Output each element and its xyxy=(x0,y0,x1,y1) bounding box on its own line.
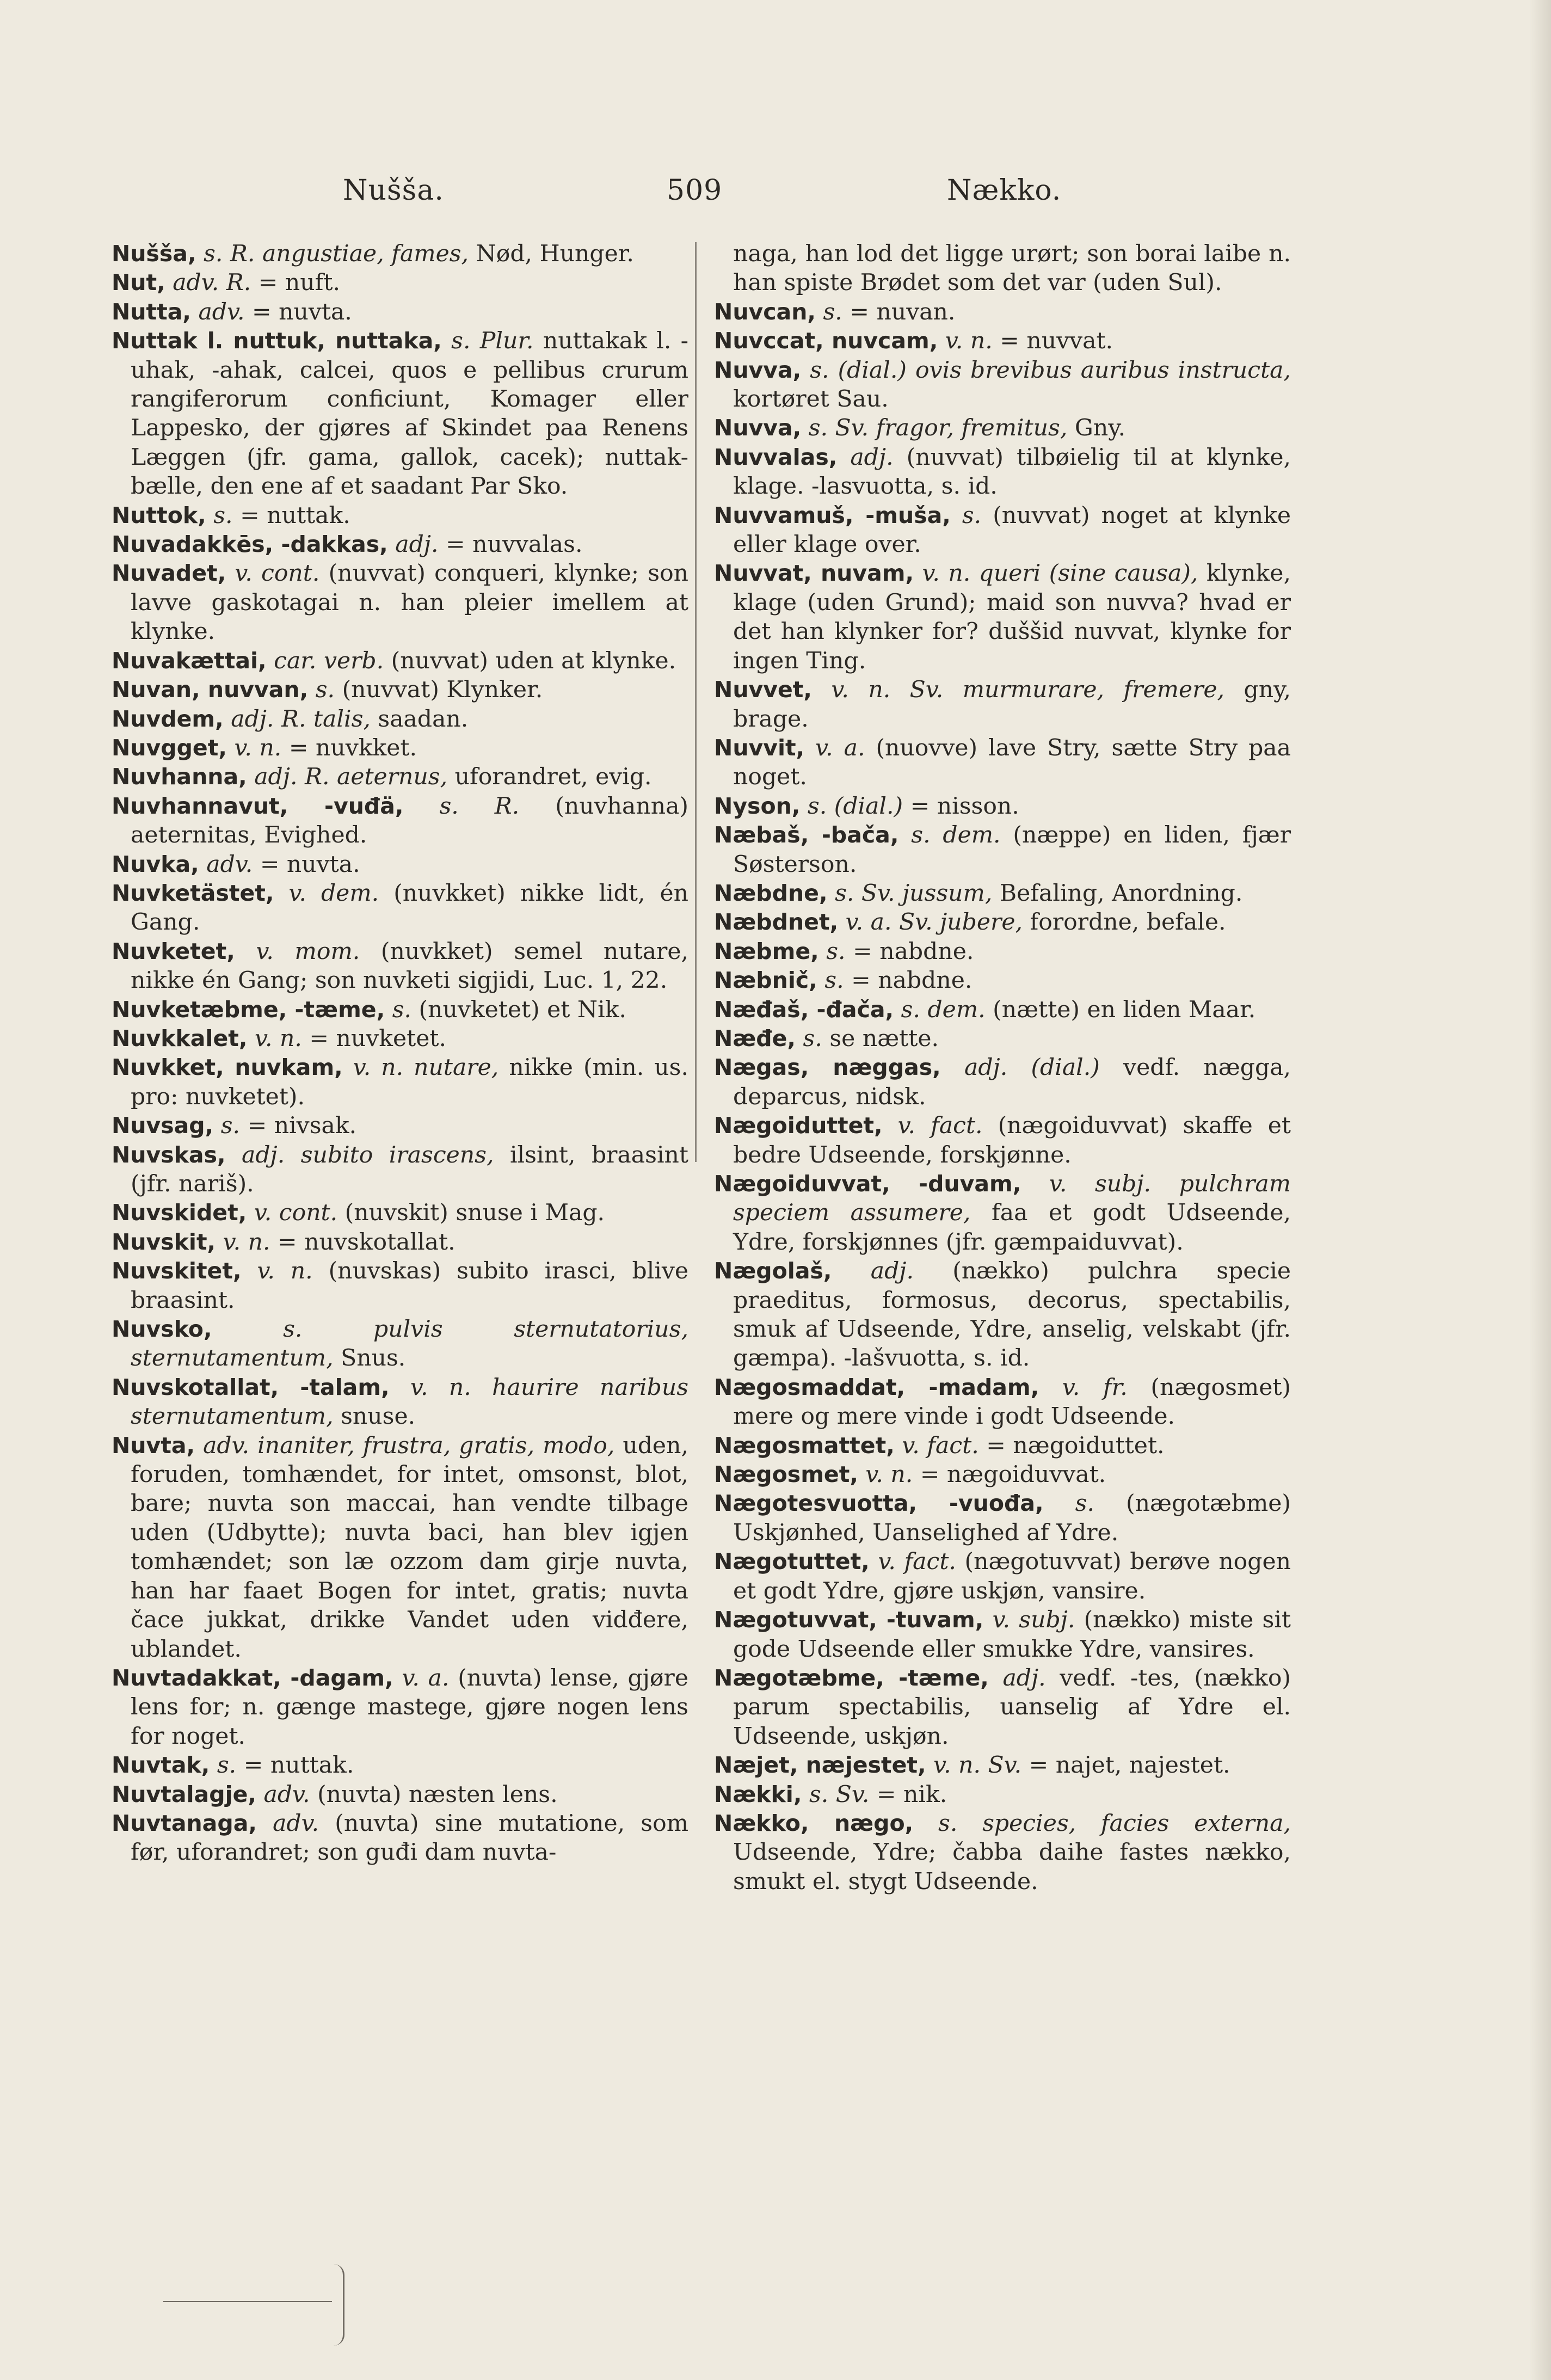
entry-definition: (nuovve) lave Stry, sætte Stry paa noget. xyxy=(733,734,1291,791)
entry-definition: nikke (min. us. pro: nuvketet). xyxy=(131,1054,688,1110)
entry-definition: = nuft. xyxy=(258,269,340,297)
entry-headword: Nægotæbme, -tæme, xyxy=(714,1664,989,1691)
entry-latin-gloss: haurire naribus sternutamentum, xyxy=(131,1374,688,1430)
dictionary-entry xyxy=(112,1373,688,1431)
entry-latin-gloss: queri (sine causa), xyxy=(978,560,1198,587)
dictionary-entry xyxy=(112,762,688,791)
entry-headword: Nuvvet, xyxy=(714,677,812,703)
entry-definition: (nuvvat) Klynker. xyxy=(342,677,543,704)
entry-latin-gloss: aeternus, xyxy=(336,764,448,791)
entry-definition: forordne, befale. xyxy=(1030,909,1226,936)
entry-headword: Nægotesvuotta, -vuođa, xyxy=(714,1490,1044,1517)
entry-latin-gloss: ovis brevibus auribus instructa, xyxy=(915,356,1291,384)
dictionary-entry xyxy=(112,1228,688,1257)
entry-definition: = nabdne. xyxy=(851,967,973,994)
entry-grammar: s. (dial.) xyxy=(810,356,907,384)
entry-headword: Nuvketet, xyxy=(112,938,235,964)
entry-headword: Nækko, nægo, xyxy=(714,1810,914,1836)
entry-grammar: s. xyxy=(962,502,982,529)
entry-grammar: v. n. xyxy=(945,328,993,355)
entry-latin-gloss: nutare, xyxy=(414,1054,499,1081)
entry-grammar: s. xyxy=(392,996,412,1023)
entry-grammar: s. xyxy=(1075,1490,1094,1517)
entry-grammar: v. cont. xyxy=(235,560,320,587)
entry-headword: Nušša, xyxy=(112,241,196,267)
entry-definition: se nætte. xyxy=(829,1025,939,1052)
entry-headword: Nægosmet, xyxy=(714,1461,858,1488)
entry-grammar: v. mom. xyxy=(256,938,360,965)
dictionary-entry xyxy=(112,1751,688,1780)
entry-definition: vedf. -tes, (nækko) parum spectabilis, uanselig af Ydre el. Udseende, uskjøn. xyxy=(733,1664,1291,1750)
entry-headword: Nuvtalagje, xyxy=(112,1781,256,1807)
entry-grammar: adv. xyxy=(263,1781,310,1808)
entry-headword: Nuvkkalet, xyxy=(112,1025,248,1051)
entry-definition: (nægotæbme) Uskjønhed, Uanselighed af Ydre. xyxy=(733,1490,1291,1546)
dictionary-entry xyxy=(112,879,688,937)
entry-latin-gloss: fragor, fremitus, xyxy=(876,415,1068,442)
entry-headword: Nut, xyxy=(112,269,165,296)
entry-definition: (nækko) pulchra specie praeditus, formosus, decorus, spectabilis, smuk af Udseende, Ydre, anselig, velskabt (jfr. gæmpa). -lašvuotta, s. id. xyxy=(733,1258,1291,1372)
dictionary-entry xyxy=(714,1431,1291,1460)
entry-headword: Nuvta, xyxy=(112,1432,195,1459)
dictionary-entry xyxy=(112,1111,688,1140)
entry-headword: Nuvhanna, xyxy=(112,764,247,790)
entry-grammar: v. n. xyxy=(410,1374,471,1401)
dictionary-entry xyxy=(112,268,688,297)
entry-headword: Nuvva, xyxy=(714,415,802,441)
entry-definition: (nuvta) næsten lens. xyxy=(317,1781,558,1808)
dictionary-entry xyxy=(112,937,688,995)
dictionary-entry xyxy=(714,1024,1291,1053)
entry-grammar: car. verb. xyxy=(274,647,384,674)
entry-headword: Nuvtadakkat, -dagam, xyxy=(112,1664,393,1691)
dictionary-entry xyxy=(112,995,688,1024)
entry-latin-gloss: murmurare, fremere, xyxy=(962,677,1225,704)
entry-grammar: adj. xyxy=(850,444,894,471)
dictionary-entry xyxy=(714,1111,1291,1170)
entry-definition: (nuvvat) uden at klynke. xyxy=(391,647,676,674)
entry-grammar: s. Sv. xyxy=(835,880,895,907)
entry-headword: Næjet, næjestet, xyxy=(714,1752,926,1779)
entry-headword: Næđe, xyxy=(714,1025,796,1051)
entry-grammar: s. xyxy=(826,938,846,965)
dictionary-entry xyxy=(112,850,688,879)
entry-definition: = nuvta. xyxy=(252,298,352,325)
entry-grammar: s. xyxy=(217,1752,237,1779)
entry-definition: (nuvskit) snuse i Mag. xyxy=(344,1200,605,1227)
entry-definition: Udseende, Ydre; čabba daihe fastes nækko, smukt el. stygt Udseende. xyxy=(733,1839,1291,1895)
entry-definition: = nuvta. xyxy=(260,851,360,878)
entry-headword: Nuvadakkēs, -dakkas, xyxy=(112,531,388,558)
dictionary-entry xyxy=(714,1809,1291,1896)
entry-definition: = nik. xyxy=(876,1781,947,1808)
dictionary-entry xyxy=(714,1780,1291,1809)
dictionary-entry xyxy=(714,1664,1291,1751)
dictionary-entry xyxy=(714,1606,1291,1664)
entry-grammar: adv. xyxy=(203,1432,250,1459)
entry-headword: Nyson, xyxy=(714,792,801,819)
entry-grammar: v. dem. xyxy=(288,880,379,907)
entry-grammar: v. n. xyxy=(353,1054,404,1081)
entry-grammar: adj. R. xyxy=(254,764,330,791)
dictionary-entry xyxy=(714,327,1291,355)
dictionary-entry xyxy=(714,675,1291,734)
entry-grammar: v. n. xyxy=(257,1258,313,1285)
entry-latin-gloss: inaniter, frustra, gratis, modo, xyxy=(257,1432,615,1459)
entry-grammar: s. xyxy=(938,1810,958,1837)
entry-latin-gloss: species, facies externa, xyxy=(982,1810,1291,1837)
entry-definition: = nabdne. xyxy=(853,938,974,965)
entry-latin-gloss: talis, xyxy=(313,705,371,733)
dictionary-entry xyxy=(112,1257,688,1315)
dictionary-entry xyxy=(112,1053,688,1111)
entry-headword: Næbdne, xyxy=(714,880,828,906)
dictionary-entry xyxy=(112,675,688,704)
dictionary-entry xyxy=(112,647,688,675)
right-column xyxy=(714,239,1291,1896)
entry-definition: (nuvketet) et Nik. xyxy=(418,996,626,1023)
entry-grammar: adv. xyxy=(206,851,253,878)
page-number: 509 xyxy=(667,174,723,207)
entry-definition: (nuvta) sine mutatione, som før, uforandret; son guđi dam nuvta- xyxy=(131,1810,688,1866)
dictionary-entry xyxy=(112,1809,688,1867)
dictionary-entry xyxy=(714,908,1291,937)
dictionary-entry xyxy=(714,1373,1291,1431)
entry-grammar: v. n. Sv. xyxy=(831,677,944,704)
entry-definition: = nuvskotallat. xyxy=(278,1228,456,1256)
entry-headword: Nutta, xyxy=(112,298,191,325)
entry-headword: Nuttak l. nuttuk, nuttaka, xyxy=(112,328,442,354)
dictionary-entry xyxy=(714,937,1291,966)
entry-grammar: v. a. xyxy=(815,734,865,761)
entry-definition: (nuvhanna) aeternitas, Evighed. xyxy=(131,792,688,849)
entry-definition: uden, foruden, tomhændet, for intet, omsonst, blot, bare; nuvta son maccai, han vendte tilbage uden (Udbytte); nuvta baci, han blev igjen tomhændet; son læ ozzom dam girje nuvta, han har faaet Bogen for intet, gratis; nuvta čace jukkat, drikke Vandet uden vidđere, ublandet. xyxy=(131,1432,688,1663)
entry-headword: Nuvvamuš, -muša, xyxy=(714,502,951,528)
dictionary-entry xyxy=(714,501,1291,559)
dictionary-entry xyxy=(112,1431,688,1664)
entry-headword: Nuvadet, xyxy=(112,560,226,587)
entry-definition: snuse. xyxy=(341,1403,416,1430)
entry-definition: Befaling, Anordning. xyxy=(999,880,1243,907)
entry-headword: Nuvtanaga, xyxy=(112,1810,257,1836)
dictionary-entry xyxy=(714,1257,1291,1373)
entry-grammar: v. fact. xyxy=(902,1432,979,1459)
entry-definition: = nuvkket. xyxy=(288,734,417,761)
entry-grammar: s. xyxy=(824,967,844,994)
entry-headword: Nuvva, xyxy=(714,356,802,383)
entry-headword: Nuvskas, xyxy=(112,1141,226,1168)
entry-grammar: s. R. xyxy=(439,792,520,820)
dictionary-entry xyxy=(714,821,1291,879)
entry-definition: (nætte) en liden Maar. xyxy=(993,996,1256,1023)
entry-grammar: s. xyxy=(823,298,842,325)
dictionary-entry xyxy=(714,443,1291,501)
entry-definition: = nuvvat. xyxy=(1000,328,1113,355)
dictionary-entry xyxy=(714,559,1291,675)
dictionary-entry xyxy=(112,298,688,327)
dictionary-entry xyxy=(714,1751,1291,1780)
entry-headword: Nægoiduvvat, -duvam, xyxy=(714,1171,1021,1197)
entry-headword: Nuvvit, xyxy=(714,734,805,761)
entry-definition: (nuvkket) semel nutare, nikke én Gang; son nuvketi sigjidi, Luc. 1, 22. xyxy=(131,938,689,994)
dictionary-entry xyxy=(714,1489,1291,1547)
entry-grammar: v. subj. xyxy=(1049,1171,1152,1197)
entry-headword: Nægosmaddat, -madam, xyxy=(714,1374,1039,1400)
entry-definition: = nægoiduvvat. xyxy=(920,1461,1106,1489)
entry-definition: = nuttak. xyxy=(243,1752,354,1779)
dictionary-entry xyxy=(112,705,688,734)
entry-latin-gloss: angustiae, fames, xyxy=(262,241,469,267)
running-header xyxy=(98,174,1426,218)
entry-definition: klynke, klage (uden Grund); maid son nuvva? hvad er det han klynker for? duššid nuvvat, klynke for ingen Ting. xyxy=(733,560,1291,674)
dictionary-entry xyxy=(112,559,688,646)
entry-definition: = nægoiduttet. xyxy=(986,1432,1165,1459)
dictionary-entry xyxy=(714,966,1291,995)
entry-headword: Nuvtak, xyxy=(112,1752,210,1779)
entry-headword: Nægosmattet, xyxy=(714,1432,895,1459)
binding-bracket-mark xyxy=(327,2264,344,2346)
entry-grammar: adv. xyxy=(198,298,245,325)
entry-definition: (nuvvat) noget at klynke eller klage over. xyxy=(733,502,1291,558)
entry-latin-gloss: pulchram speciem assumere, xyxy=(733,1171,1291,1227)
dictionary-entry xyxy=(112,1198,688,1227)
entry-grammar: s. xyxy=(213,502,233,529)
entry-definition: = nuvan. xyxy=(850,298,956,325)
entry-headword: Nuvka, xyxy=(112,851,199,877)
entry-headword: Nuvvat, nuvam, xyxy=(714,560,914,587)
column-divider xyxy=(695,242,697,1162)
entry-grammar: v. fact. xyxy=(897,1112,983,1140)
entry-definition: saadan. xyxy=(378,705,469,733)
dictionary-entry xyxy=(112,1664,688,1751)
entry-grammar: v. n. xyxy=(865,1461,913,1489)
entry-grammar: adv. R. xyxy=(173,269,251,297)
entry-definition: faa et godt Udseende, Ydre, forskjønnes (jfr. gæmpaiduvvat). xyxy=(733,1200,1291,1256)
entry-definition: (nægotuvvat) berøve nogen et godt Ydre, gjøre uskjøn, vansire. xyxy=(733,1548,1291,1604)
entry-headword: Nuvsag, xyxy=(112,1112,214,1139)
entry-headword: Nuvan, nuvvan, xyxy=(112,677,309,703)
entry-headword: Næbaš, -bača, xyxy=(714,822,899,848)
entry-definition: (nuvvat) conqueri, klynke; son lavve gaskotagai n. han pleier imellem at klynke. xyxy=(131,560,689,645)
entry-grammar: v. cont. xyxy=(254,1200,338,1227)
entry-headword: Nuvsko, xyxy=(112,1316,212,1343)
entry-definition: (nækko) miste sit gode Udseende eller smukke Ydre, vansires. xyxy=(733,1607,1291,1663)
dictionary-entry xyxy=(112,1315,688,1373)
entry-grammar: v. a. Sv. xyxy=(845,909,933,936)
entry-grammar: s. Sv. xyxy=(808,415,869,442)
entry-headword: Nuvskotallat, -talam, xyxy=(112,1374,390,1400)
entry-grammar: v. n. Sv. xyxy=(933,1752,1022,1779)
dictionary-entry xyxy=(112,1780,688,1809)
dictionary-entry xyxy=(714,879,1291,908)
entry-definition: = nuvvalas. xyxy=(445,531,583,558)
page-edge-shadow xyxy=(1529,0,1551,2380)
entry-grammar: v. n. xyxy=(922,560,971,587)
entry-headword: Næđaš, -đača, xyxy=(714,996,894,1023)
entry-definition: = nuttak. xyxy=(240,502,350,529)
entry-grammar: adj. R. xyxy=(231,705,306,733)
entry-grammar: s. dem. xyxy=(901,996,986,1023)
entry-headword: Nægolaš, xyxy=(714,1258,832,1284)
entry-definition: (nægosmet) mere og mere vinde i godt Udseende. xyxy=(733,1374,1291,1430)
entry-grammar: adv. xyxy=(273,1810,319,1837)
dictionary-entry xyxy=(112,792,688,850)
entry-grammar: s. (dial.) xyxy=(807,792,903,820)
entry-headword: Næbnič, xyxy=(714,967,817,994)
entry-grammar: s. xyxy=(315,677,335,704)
entry-headword: Nægoiduttet, xyxy=(714,1112,883,1139)
dictionary-entry xyxy=(112,501,688,530)
entry-definition: = nuvketet. xyxy=(309,1025,446,1052)
entry-definition: Snus. xyxy=(341,1345,406,1372)
dictionary-entry xyxy=(714,239,1291,298)
entry-latin-gloss: subito irascens, xyxy=(300,1141,494,1169)
entry-headword: Nækki, xyxy=(714,1781,802,1807)
dictionary-entry xyxy=(112,734,688,762)
entry-grammar: v. n. xyxy=(254,1025,302,1052)
dictionary-entry xyxy=(714,1053,1291,1111)
entry-headword: Nuvketæbme, -tæme, xyxy=(112,996,385,1023)
dictionary-entry xyxy=(714,414,1291,442)
entry-headword: Nuvketästet, xyxy=(112,880,274,906)
entry-headword: Nuvcan, xyxy=(714,298,816,325)
entry-definition: (nægoiduvvat) skaffe et bedre Udseende, forskjønne. xyxy=(733,1112,1291,1169)
entry-definition: (nuvkket) nikke lidt, én Gang. xyxy=(131,880,689,936)
entry-headword: Nuvccat, nuvcam, xyxy=(714,328,938,354)
entry-grammar: adj. (dial.) xyxy=(964,1054,1100,1081)
dictionary-entry xyxy=(112,530,688,559)
entry-grammar: adj. xyxy=(242,1141,285,1169)
entry-definition: (næppe) en liden, fjær Søsterson. xyxy=(733,822,1291,878)
entry-grammar: s. xyxy=(220,1112,241,1140)
entry-grammar: v. fr. xyxy=(1062,1374,1128,1401)
dictionary-entry xyxy=(714,1460,1291,1489)
entry-headword: Nuvhannavut, -vuđä, xyxy=(112,792,404,819)
entry-definition: vedf. nægga, deparcus, nidsk. xyxy=(733,1054,1291,1110)
entry-headword: Nuvakættai, xyxy=(112,647,267,674)
entry-definition: (nuvta) lense, gjøre lens for; n. gænge mastege, gjøre nogen lens for noget. xyxy=(131,1664,688,1750)
entry-grammar: adj. xyxy=(1002,1664,1046,1692)
dictionary-entry xyxy=(714,734,1291,792)
entry-grammar: s. xyxy=(283,1316,303,1343)
entry-definition: (nuvvat) tilbøielig til at klynke, klage. -lasvuotta, s. id. xyxy=(733,444,1291,500)
entry-grammar: adj. xyxy=(395,531,439,558)
entry-definition: = nisson. xyxy=(910,792,1019,820)
left-column xyxy=(112,239,688,1867)
entry-grammar: v. a. xyxy=(402,1664,450,1692)
entry-definition: = najet, najestet. xyxy=(1029,1752,1230,1779)
entry-definition: Nød, Hunger. xyxy=(476,241,634,267)
entry-definition: uforandret, evig. xyxy=(454,764,652,791)
dictionary-entry xyxy=(714,356,1291,414)
entry-headword: Nuvskit, xyxy=(112,1228,216,1255)
entry-grammar: s. Sv. xyxy=(809,1781,870,1808)
entry-latin-gloss: pulvis sternutatorius, sternutamentum, xyxy=(131,1316,688,1372)
entry-definition: kortøret Sau. xyxy=(733,386,889,413)
dictionary-entry xyxy=(714,1170,1291,1257)
dictionary-entry xyxy=(112,1141,688,1199)
entry-headword: Nuvkket, nuvkam, xyxy=(112,1054,343,1081)
entry-grammar: v. fact. xyxy=(878,1548,956,1576)
dictionary-entry xyxy=(112,1024,688,1053)
entry-grammar: v. n. xyxy=(223,1228,270,1256)
header-left-word: Nušša. xyxy=(343,174,444,207)
entry-headword: Nuttok, xyxy=(112,502,206,528)
header-right-word: Nækko. xyxy=(947,174,1062,207)
entry-definition: ilsint, braasint (jfr. nariš). xyxy=(131,1141,689,1197)
entry-headword: Nægotuvvat, -tuvam, xyxy=(714,1607,984,1633)
entry-headword: Nuvgget, xyxy=(112,734,227,761)
entry-headword: Næbdnet, xyxy=(714,909,839,936)
dictionary-entry xyxy=(714,995,1291,1024)
entry-headword: Nuvskitet, xyxy=(112,1258,242,1284)
entry-headword: Nuvvalas, xyxy=(714,444,838,470)
dictionary-entry xyxy=(714,298,1291,327)
entry-grammar: v. subj. xyxy=(992,1607,1075,1634)
entry-headword: Nægotuttet, xyxy=(714,1548,870,1575)
entry-definition: nuttakak l. -uhak, -ahak, calcei, quos e pellibus crurum rangiferorum conficiunt, Komager eller Lappesko, der gjøres af Skindet paa Renens Læggen (jfr. gama, gallok, cacek); nuttak-bælle, den ene af et saadant Par Sko. xyxy=(131,328,688,500)
entry-grammar: s. dem. xyxy=(911,822,1001,849)
entry-definition: Gny. xyxy=(1074,415,1126,442)
entry-grammar: s. xyxy=(803,1025,822,1052)
entry-headword: Nuvdem, xyxy=(112,705,224,732)
entry-grammar: v. n. xyxy=(234,734,282,761)
dictionary-entry xyxy=(112,239,688,268)
entry-latin-gloss: jussum, xyxy=(902,880,993,907)
binding-bracket-line xyxy=(163,2301,332,2302)
entry-latin-gloss: jubere, xyxy=(940,909,1023,936)
entry-definition: (nuvskas) subito irasci, blive braasint. xyxy=(131,1258,689,1314)
entry-headword: Nuvskidet, xyxy=(112,1200,247,1226)
entry-headword: Nægas, næggas, xyxy=(714,1054,941,1081)
dictionary-entry xyxy=(714,792,1291,821)
entry-definition: gny, brage. xyxy=(733,677,1291,733)
entry-headword: Næbme, xyxy=(714,938,819,964)
entry-grammar: s. Plur. xyxy=(451,328,534,355)
dictionary-entry xyxy=(112,327,688,501)
entry-grammar: s. R. xyxy=(204,241,255,267)
entry-definition: = nivsak. xyxy=(247,1112,357,1140)
dictionary-entry xyxy=(714,1547,1291,1606)
entry-definition: naga, han lod det ligge urørt; son borai laibe n. han spiste Brødet som det var (uden Sul). xyxy=(733,241,1291,297)
entry-grammar: adj. xyxy=(870,1258,914,1285)
